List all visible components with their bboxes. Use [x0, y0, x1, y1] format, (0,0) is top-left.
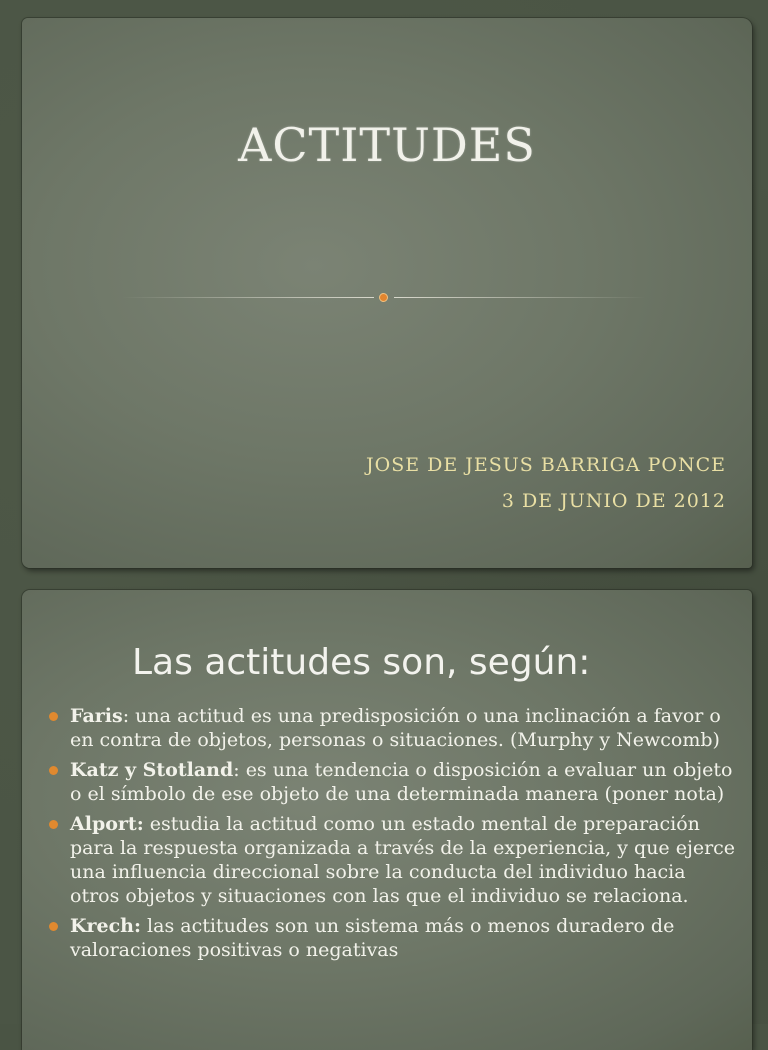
definition-list: [22, 704, 752, 968]
item-text: : una actitud es una predisposición o una inclinación a favor o en contra de objetos, personas o situaciones. (Murphy y Newcomb): [70, 705, 721, 751]
slide-title: ACTITUDES: [238, 118, 536, 172]
item-term: Katz y Stotland: [70, 759, 234, 781]
list-item: [22, 758, 752, 806]
divider-line-left: [122, 297, 374, 298]
divider-line-right: [394, 297, 646, 298]
item-term: Alport:: [70, 813, 144, 835]
bullet-icon: [49, 766, 58, 775]
item-text: estudia la actitud como un estado mental de preparación para la respuesta organizada a través de la experiencia, y que ejerce una influencia direccional sobre la conducta del individuo hacia otros objetos y situaciones con las que el individuo se relaciona.: [70, 813, 736, 907]
author-name: JOSE DE JESUS BARRIGA PONCE: [366, 454, 726, 476]
content-slide[interactable]: [22, 590, 752, 1050]
item-term: Faris: [70, 705, 123, 727]
divider-dot-icon: [379, 293, 388, 302]
list-item: [22, 812, 752, 908]
item-text: las actitudes son un sistema más o menos duradero de valoraciones positivas o negativas: [70, 915, 675, 961]
bullet-icon: [49, 922, 58, 931]
presentation-date: 3 DE JUNIO DE 2012: [501, 490, 726, 512]
list-item: [22, 914, 752, 962]
item-text: : es una tendencia o disposición a evaluar un objeto o el símbolo de ese objeto de una determinada manera (poner nota): [70, 759, 733, 805]
list-item: [22, 704, 752, 752]
bullet-icon: [49, 712, 58, 721]
title-slide[interactable]: [22, 18, 752, 568]
item-term: Krech:: [70, 915, 142, 937]
slide-heading: Las actitudes son, según:: [132, 642, 591, 683]
bullet-icon: [49, 820, 58, 829]
